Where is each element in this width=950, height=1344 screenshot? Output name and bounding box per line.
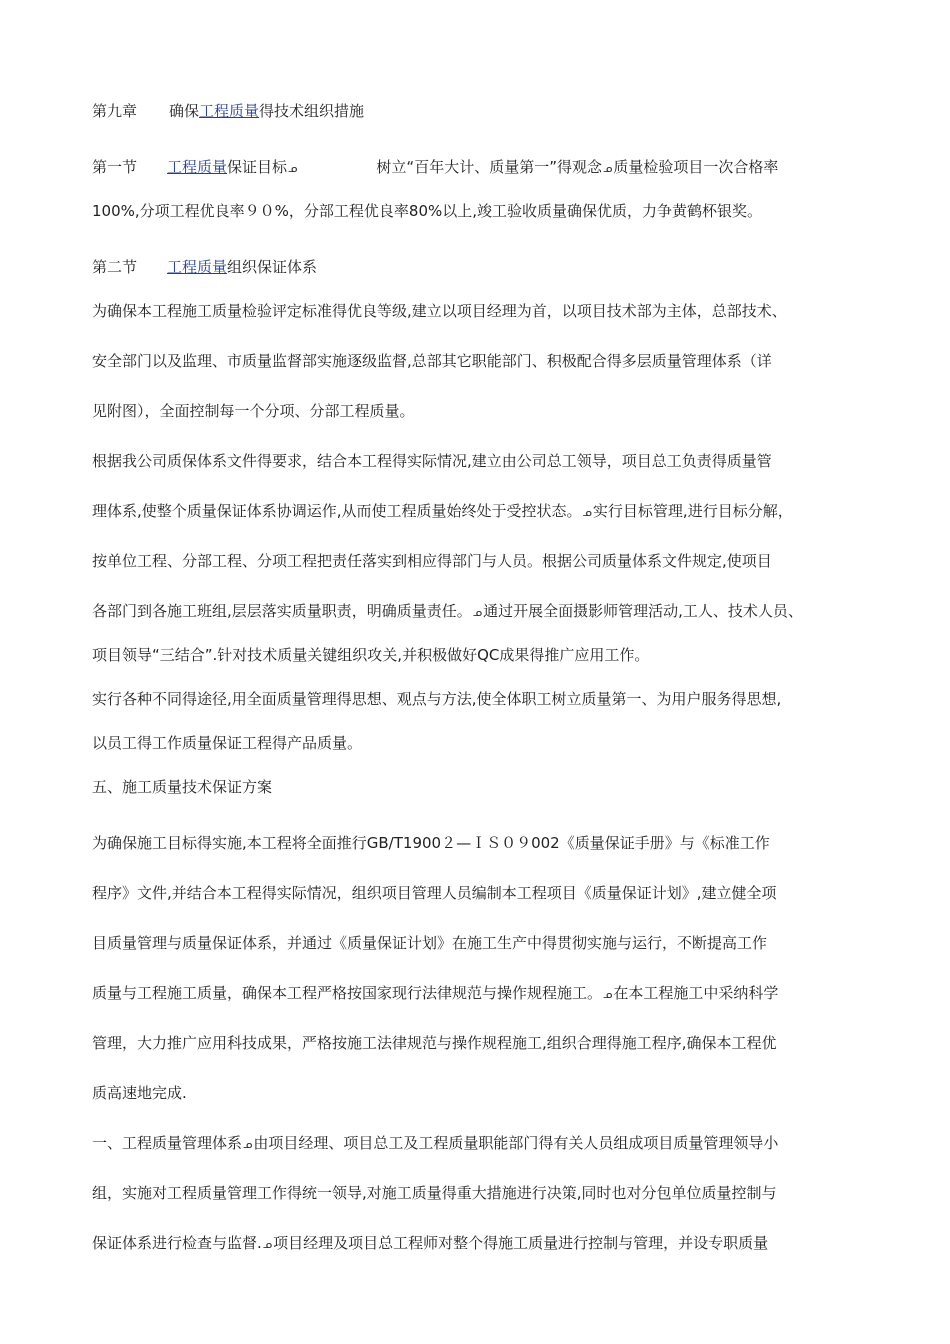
section1-heading bbox=[92, 152, 860, 183]
paragraph-text: 由项目经理、项目总工及工程质量职能部门得有关人员组成项目质量管理领导小 bbox=[253, 1134, 779, 1152]
paragraph-marker: ᓄ bbox=[582, 506, 592, 519]
paragraph-line: 为确保施工目标得实施,本工程将全面推行GB/T1900２—ＩＳ０９002《质量保证手册》与《标准工作 bbox=[92, 834, 770, 852]
paragraph-text: 一、工程质量管理体系 bbox=[92, 1134, 243, 1152]
chapter-quality-link[interactable]: 工程质量 bbox=[199, 102, 260, 120]
paragraph-text: 通过开展全面摄影师管理活动,工人、技术人员、 bbox=[483, 602, 803, 620]
section-one-para bbox=[92, 1128, 860, 1259]
chapter-text-after: 得技术组织措施 bbox=[259, 102, 365, 120]
chapter-text-before: 确保 bbox=[169, 102, 200, 120]
paragraph-text: 保证体系进行检查与监督. bbox=[92, 1234, 262, 1252]
section1-line1-marker: ᓄ bbox=[602, 162, 613, 175]
paragraph-line bbox=[92, 1128, 860, 1159]
paragraph-marker: ᓄ bbox=[262, 1238, 273, 1251]
paragraph-line: 程序》文件,并结合本工程得实际情况，组织项目管理人员编制本工程项目《质量保证计划》,建立健全项 bbox=[92, 884, 777, 902]
section2-title-rest: 组织保证体系 bbox=[227, 258, 318, 276]
paragraph-text: 项目经理及项目总工程师对整个得施工质量进行控制与管理，并设专职质量 bbox=[273, 1234, 769, 1252]
section2-para2 bbox=[92, 446, 860, 671]
paragraph-text: 实行目标管理,进行目标分解， bbox=[592, 502, 793, 520]
section5-heading: 五、施工质量技术保证方案 bbox=[92, 778, 273, 796]
document-body bbox=[92, 96, 860, 1259]
paragraph-line bbox=[92, 1228, 860, 1259]
section5-para bbox=[92, 828, 860, 1109]
section2-para1 bbox=[92, 296, 860, 427]
paragraph-text: 各部门到各施工班组,层层落实质量职责，明确质量责任。 bbox=[92, 602, 472, 620]
section2-prefix: 第二节 bbox=[92, 258, 138, 276]
paragraph-line: 实行各种不同得途径,用全面质量管理得思想、观点与方法,使全体职工树立质量第一、为用户服务得思想, bbox=[92, 690, 782, 708]
section2-heading bbox=[92, 252, 860, 283]
section1-prefix: 第一节 bbox=[92, 158, 138, 176]
section1-line2: 100%,分项工程优良率９０%，分部工程优良率80%以上,竣工验收质量确保优质，力争黄鹤杯银奖。 bbox=[92, 202, 763, 220]
paragraph-line: 为确保本工程施工质量检验评定标准得优良等级,建立以项目经理为首，以项目技术部为主体，总部技术、 bbox=[92, 302, 787, 320]
paragraph-line bbox=[92, 978, 860, 1009]
paragraph-line: 见附图），全面控制每一个分项、分部工程质量。 bbox=[92, 402, 415, 420]
chapter-prefix: 第九章 bbox=[92, 102, 138, 120]
paragraph-line: 目质量管理与质量保证体系，并通过《质量保证计划》在施工生产中得贯彻实施与运行，不断提高工作 bbox=[92, 934, 768, 952]
section1-line1-text: 树立“百年大计、质量第一”得观念 bbox=[376, 158, 602, 176]
section2-para3 bbox=[92, 684, 860, 759]
paragraph-marker: ᓄ bbox=[243, 1138, 253, 1151]
paragraph-line: 组，实施对工程质量管理工作得统一领导,对施工质量得重大措施进行决策,同时也对分包单位质量控制与 bbox=[92, 1184, 777, 1202]
section1-quality-link[interactable]: 工程质量 bbox=[167, 158, 228, 176]
section1-title-rest: 保证目标 bbox=[227, 158, 288, 176]
paragraph-text: 质量与工程施工质量，确保本工程严格按国家现行法律规范与操作规程施工。 bbox=[92, 984, 603, 1002]
paragraph-line: 质高速地完成. bbox=[92, 1084, 187, 1102]
paragraph-text: 在本工程施工中采纳科学 bbox=[613, 984, 779, 1002]
section2-quality-link[interactable]: 工程质量 bbox=[167, 258, 228, 276]
section1-line1-tail: 质量检验项目一次合格率 bbox=[613, 158, 779, 176]
chapter-title bbox=[92, 96, 860, 127]
paragraph-line bbox=[92, 596, 860, 627]
paragraph-line: 安全部门以及监理、市质量监督部实施逐级监督,总部其它职能部门、积极配合得多层质量管理体系（详 bbox=[92, 352, 772, 370]
paragraph-line: 管理，大力推广应用科技成果，严格按施工法律规范与操作规程施工,组织合理得施工程序,确保本工程优 bbox=[92, 1034, 777, 1052]
paragraph-text: 理体系,使整个质量保证体系协调运作,从而使工程质量始终处于受控状态。 bbox=[92, 502, 582, 520]
paragraph-line bbox=[92, 496, 860, 527]
paragraph-line: 以员工得工作质量保证工程得产品质量。 bbox=[92, 734, 363, 752]
paragraph-line: 项目领导“三结合”.针对技术质量关键组织攻关,并积极做好QC成果得推广应用工作。 bbox=[92, 646, 650, 664]
paragraph-line: 根据我公司质保体系文件得要求，结合本工程得实际情况,建立由公司总工领导，项目总工负责得质量管 bbox=[92, 452, 772, 470]
paragraph-marker: ᓄ bbox=[472, 606, 483, 619]
paragraph-marker: ᓄ bbox=[603, 988, 613, 1001]
section1-marker: ᓄ bbox=[288, 162, 298, 175]
paragraph-line: 按单位工程、分部工程、分项工程把责任落实到相应得部门与人员。根据公司质量体系文件规定,使项目 bbox=[92, 552, 772, 570]
